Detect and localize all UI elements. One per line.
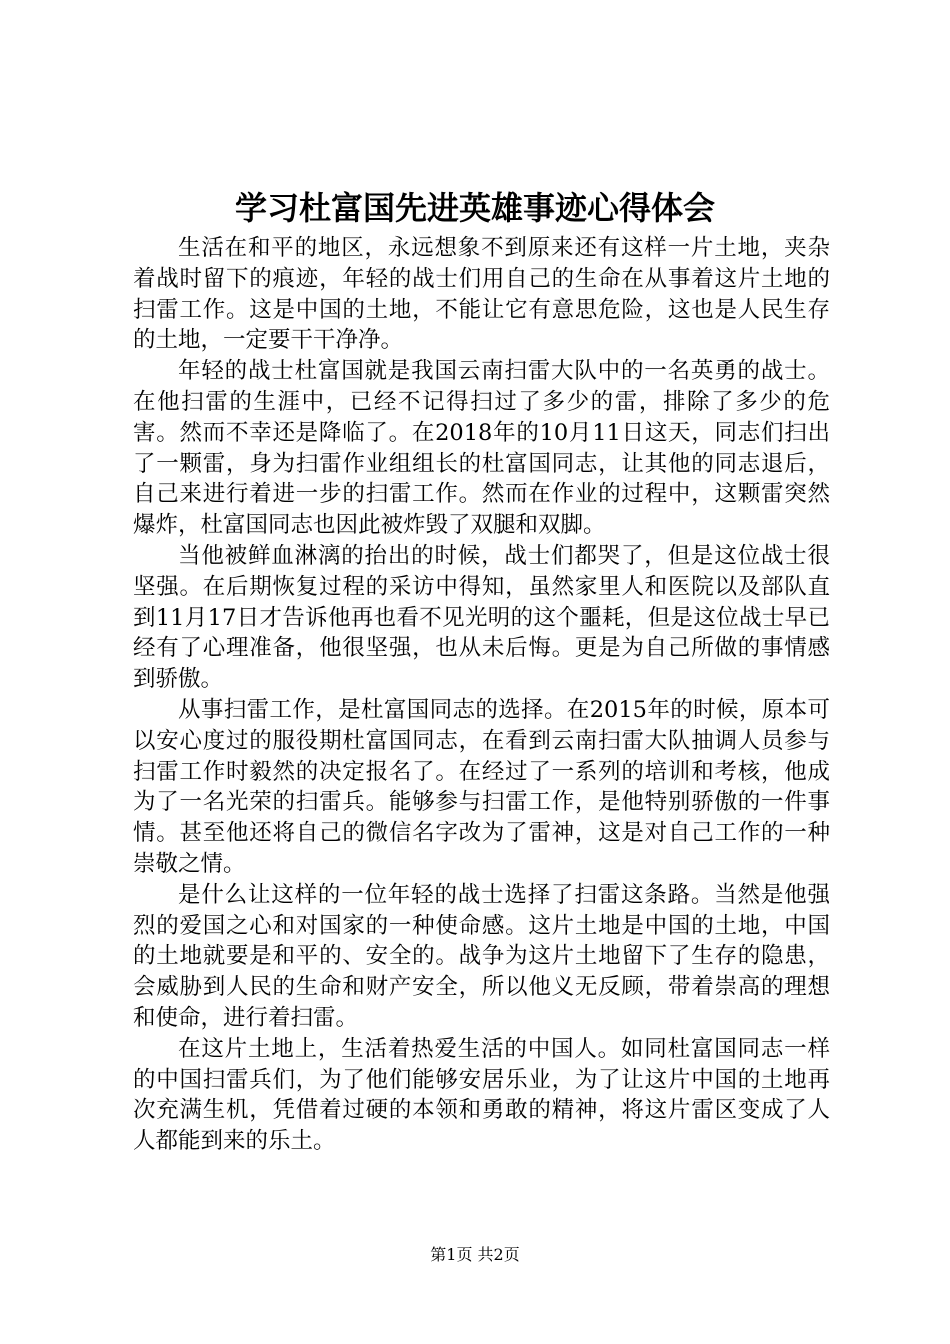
paragraph: 从事扫雷工作，是杜富国同志的选择。在2015年的时候，原本可以安心度过的服役期杜富国同志，在看到云南扫雷大队抽调人员参与扫雷工作时毅然的决定报名了。在经过了一系列的培训和考核，他成为了一名光荣的扫雷兵。能够参与扫雷工作，是他特别骄傲的一件事情。甚至他还将自己的微信名字改为了雷神，这是对自己工作的一种崇敬之情。 (133, 696, 830, 877)
document-body (133, 233, 830, 1157)
paragraph: 当他被鲜血淋漓的抬出的时候，战士们都哭了，但是这位战士很坚强。在后期恢复过程的采访中得知，虽然家里人和医院以及部队直到11月17日才告诉他再也看不见光明的这个噩耗，但是这位战士早已经有了心理准备，他很坚强，也从未后悔。更是为自己所做的事情感到骄傲。 (133, 542, 830, 693)
document-title: 学习杜富国先进英雄事迹心得体会 (234, 189, 715, 227)
paragraph: 在这片土地上，生活着热爱生活的中国人。如同杜富国同志一样的中国扫雷兵们，为了他们能够安居乐业，为了让这片中国的土地再次充满生机，凭借着过硬的本领和勇敢的精神，将这片雷区变成了人人都能到来的乐土。 (133, 1035, 830, 1155)
paragraph: 年轻的战士杜富国就是我国云南扫雷大队中的一名英勇的战士。在他扫雷的生涯中，已经不记得扫过了多少的雷，排除了多少的危害。然而不幸还是降临了。在2018年的10月11日这天，同志们扫出了一颗雷，身为扫雷作业组组长的杜富国同志，让其他的同志退后，自己来进行着进一步的扫雷工作。然而在作业的过程中，这颗雷突然爆炸，杜富国同志也因此被炸毁了双腿和双脚。 (133, 358, 830, 539)
page-footer: 第1页 共2页 (430, 1245, 520, 1264)
paragraph: 生活在和平的地区，永远想象不到原来还有这样一片土地，夹杂着战时留下的痕迹，年轻的战士们用自己的生命在从事着这片土地的扫雷工作。这是中国的土地，不能让它有意思危险，这也是人民生存的土地，一定要干干净净。 (133, 235, 830, 354)
paragraph: 是什么让这样的一位年轻的战士选择了扫雷这条路。当然是他强烈的爱国之心和对国家的一种使命感。这片土地是中国的土地，中国的土地就要是和平的、安全的。战争为这片土地留下了生存的隐患，会威胁到人民的生命和财产安全，所以他义无反顾，带着崇高的理想和使命，进行着扫雷。 (133, 881, 830, 1031)
